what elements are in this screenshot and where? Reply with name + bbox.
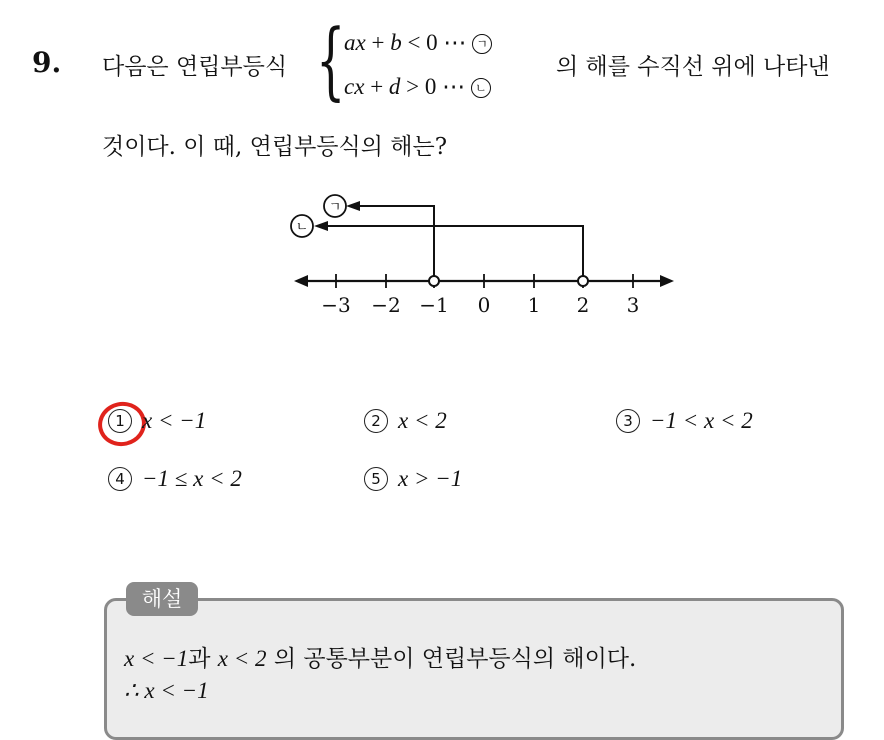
- solution-line-1: [124, 640, 636, 673]
- label-nieun: ㄴ: [295, 220, 309, 235]
- coef-d: d: [388, 74, 401, 99]
- solution-line-2: ∴ x < −1: [124, 678, 209, 703]
- tick-label: 3: [626, 293, 640, 317]
- label-giyeok: ㄱ: [328, 200, 342, 215]
- solution-tag: 해설: [126, 582, 198, 616]
- option-2[interactable]: [364, 408, 447, 434]
- option-number: 3: [616, 409, 640, 433]
- arrow-head-nieun: [314, 221, 328, 231]
- tick-label: −3: [321, 293, 351, 317]
- arrow-head-giyeok: [346, 201, 360, 211]
- label-nieun-circle: ㄴ: [471, 78, 491, 98]
- tick-label: −1: [419, 293, 449, 317]
- coef-a: a: [344, 30, 356, 55]
- option-text: x > −1: [398, 466, 463, 491]
- ineq2-rest: > 0 ⋯: [400, 74, 471, 99]
- option-1[interactable]: [108, 408, 206, 434]
- solution-line-nieun: [320, 226, 583, 279]
- axis-arrow-right: [660, 275, 674, 287]
- inequality-2: cx + d > 0 ⋯ ㄴ: [344, 74, 491, 100]
- var-x: x: [354, 74, 365, 99]
- option-3[interactable]: [616, 408, 753, 434]
- system-brace: {: [316, 11, 346, 109]
- tick-label: 1: [527, 293, 541, 317]
- ineq1-rest: < 0 ⋯: [401, 30, 473, 55]
- axis-arrow-left: [294, 275, 308, 287]
- open-point-minus1: [429, 276, 439, 286]
- label-giyeok-circle: ㄱ: [472, 34, 492, 54]
- option-number: 2: [364, 409, 388, 433]
- tick-label: −2: [371, 293, 401, 317]
- coef-c: c: [344, 74, 355, 99]
- coef-b: b: [390, 30, 402, 55]
- option-number: 1: [108, 409, 132, 433]
- option-number: 4: [108, 467, 132, 491]
- option-number: 5: [364, 467, 388, 491]
- tick-label: 2: [576, 293, 590, 317]
- number-line-diagram: [270, 180, 690, 330]
- option-text: −1 < x < 2: [650, 408, 753, 433]
- option-text: x < −1: [142, 408, 207, 433]
- solution-line-giyeok: [352, 206, 434, 279]
- tick-label: 0: [477, 293, 491, 317]
- solution-text-1: 과: [188, 646, 218, 672]
- question-text-before: 다음은 연립부등식: [102, 54, 288, 80]
- question-text-after: 의 해를 수직선 위에 나타낸: [556, 54, 830, 80]
- option-text: x < 2: [398, 408, 447, 433]
- open-point-2: [578, 276, 588, 286]
- option-4[interactable]: [108, 466, 242, 492]
- inequality-1: ax + b < 0 ⋯ ㄱ: [344, 30, 492, 56]
- var-x: x: [355, 30, 366, 55]
- solution-math-1: x < −1: [124, 646, 189, 671]
- option-5[interactable]: [364, 466, 462, 492]
- question-number: 9.: [32, 46, 62, 79]
- solution-math-2: x < 2: [217, 646, 267, 671]
- question-line-2: 것이다. 이 때, 연립부등식의 해는?: [102, 134, 448, 160]
- option-text: −1 ≤ x < 2: [142, 466, 242, 491]
- solution-text-2: 의 공통부분이 연립부등식의 해이다.: [266, 646, 637, 672]
